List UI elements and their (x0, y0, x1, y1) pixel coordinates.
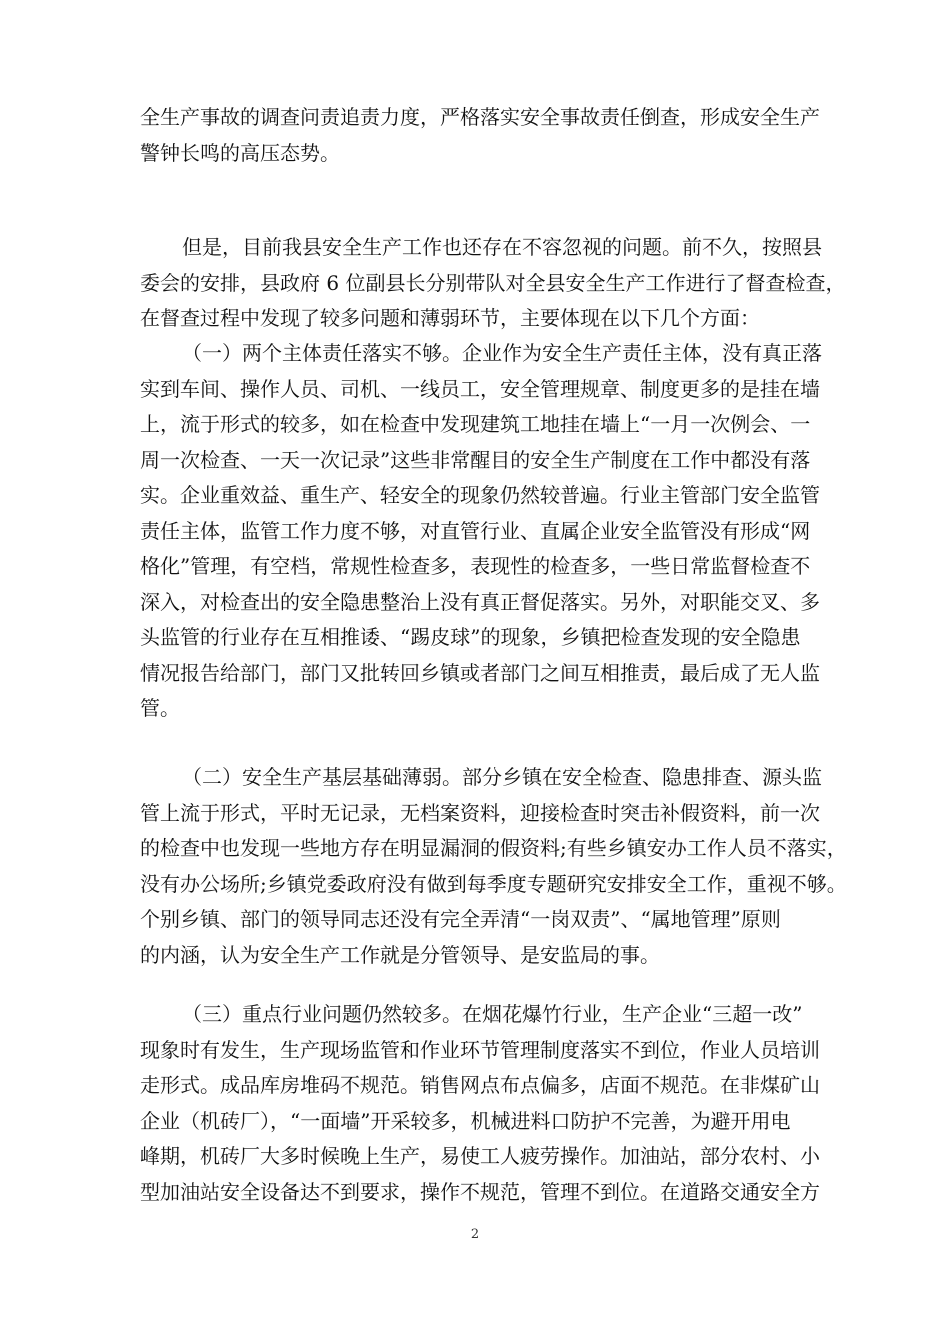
text-line: 责任主体，监管工作力度不够，对直管行业、直属企业安全监管没有形成“网 (140, 518, 811, 543)
text-line: 管上流于形式，平时无记录，无档案资料，迎接检查时突击补假资料，前一次 (140, 800, 820, 825)
page-number: 2 (470, 1227, 480, 1242)
text-line: 的内涵，认为安全生产工作就是分管领导、是安监局的事。 (140, 942, 660, 967)
paragraph-problems-intro (140, 230, 846, 337)
text-line: 头监管的行业存在互相推诿、“踢皮球”的现象，乡镇把检查发现的安全隐患 (140, 625, 801, 649)
text-line: 企业（机砖厂），“一面墙”开采较多，机械进料口防护不完善，为避开用电 (140, 1108, 791, 1133)
paragraph-section-2 (140, 760, 847, 973)
text-line: 峰期，机砖厂大多时候晚上生产，易使工人疲劳操作。加油站，部分农村、小 (140, 1144, 820, 1168)
text-line: （二）安全生产基层基础薄弱。部分乡镇在安全检查、隐患排查、源头监 (182, 765, 822, 789)
text-line: 的检查中也发现一些地方存在明显漏洞的假资料;有些乡镇安办工作人员不落实， (140, 836, 847, 860)
text-line: 周一次检查、一天一次记录”这些非常醒目的安全生产制度在工作中都没有落 (140, 447, 811, 472)
text-line: 没有办公场所;乡镇党委政府没有做到每季度专题研究安排安全工作，重视不够。 (140, 871, 847, 896)
text-line: 实。企业重效益、重生产、轻安全的现象仍然较普遍。行业主管部门安全监管 (140, 483, 820, 507)
text-line: （一）两个主体责任落实不够。企业作为安全生产责任主体，没有真正落 (182, 341, 822, 365)
paragraph-section-3 (140, 997, 820, 1210)
text-line: 管。 (140, 696, 180, 720)
text-line: 个别乡镇、部门的领导同志还没有完全弄清“一岗双责”、“属地管理”原则 (140, 907, 781, 931)
text-line: 走形式。成品库房堆码不规范。销售网点布点偏多，店面不规范。在非煤矿山 (140, 1073, 820, 1097)
paragraph-continuation (140, 100, 820, 171)
text-line: （三）重点行业问题仍然较多。在烟花爆竹行业，生产企业“三超一改” (182, 1002, 803, 1026)
text-line: 深入，对检查出的安全隐患整治上没有真正督促落实。另外，对职能交叉、多 (140, 589, 820, 614)
text-line: 在督查过程中发现了较多问题和薄弱环节，主要体现在以下几个方面： (140, 306, 760, 330)
paragraph-section-1 (140, 336, 822, 727)
text-line: 现象时有发生，生产现场监管和作业环节管理制度落实不到位，作业人员培训 (140, 1037, 820, 1062)
text-line: 型加油站安全设备达不到要求，操作不规范，管理不到位。在道路交通安全方 (140, 1179, 820, 1204)
text-line: 格化”管理，有空档，常规性检查多，表现性的检查多，一些日常监督检查不 (140, 554, 811, 578)
text-line: 委会的安排，县政府 6 位副县长分别带队对全县安全生产工作进行了督查检查， (140, 270, 846, 295)
text-line: 情况报告给部门，部门又批转回乡镇或者部门之间互相推责，最后成了无人监 (140, 660, 820, 685)
text-line: 上，流于形式的较多，如在检查中发现建筑工地挂在墙上“一月一次例会、一 (140, 412, 811, 436)
text-line: 警钟长鸣的高压态势。 (140, 140, 340, 165)
text-line: 全生产事故的调查问责追责力度，严格落实安全事故责任倒查，形成安全生产 (140, 105, 820, 129)
text-line: 但是，目前我县安全生产工作也还存在不容忽视的问题。前不久，按照县 (182, 235, 822, 259)
text-line: 实到车间、操作人员、司机、一线员工，安全管理规章、制度更多的是挂在墙 (140, 376, 820, 401)
